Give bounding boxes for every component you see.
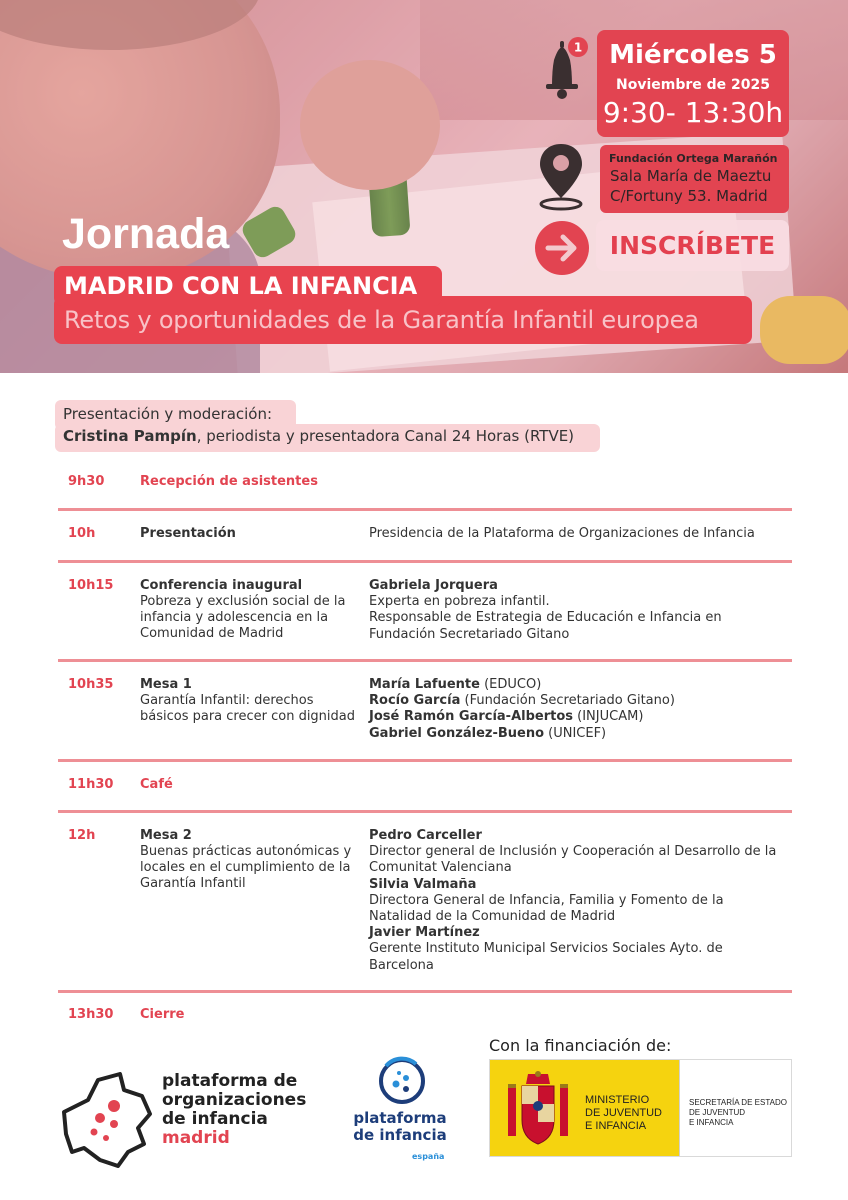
register-button[interactable]: INSCRÍBETE [596,220,789,271]
moderator [63,427,574,445]
date-box [597,30,789,137]
speaker-info: Experta en pobreza infantil. [369,594,550,610]
schedule-time: 13h30 [68,1007,114,1022]
pdi-line: plataforma [353,1109,447,1127]
venue-box [600,145,789,213]
divider [58,990,792,993]
arrow-right-icon[interactable] [534,220,590,276]
divider [58,759,792,762]
date-month: Noviembre de 2025 [616,77,770,93]
poi-line: madrid [162,1128,230,1148]
panelist-name: Silvia Valmaña [369,876,477,892]
panelist-org: (INJUCAM) [573,709,644,725]
schedule-title: Presentación [140,526,236,541]
schedule-description: Buenas prácticas autonómicas y locales en el cumplimiento de la Garantía Infantil [140,844,352,892]
panelist [369,726,789,742]
plataforma-infancia-logo [372,1056,432,1106]
secretaria-name [689,1098,787,1128]
venue-address: C/Fortuny 53. Madrid [610,187,768,205]
panelist-name: María Lafuente [369,677,480,692]
event-title: MADRID CON LA INFANCIA [64,272,418,300]
speaker-name: Gabriela Jorquera [369,578,498,593]
panelist-role: Directora General de Infancia, Familia y Fomento de la Natalidad de la Comunidad de Madrid [369,892,724,925]
panelist-name: Pedro Carceller [369,828,482,843]
speaker-info: Responsable de Estrategia de Educación e Infancia en Fundación Secretariado Gitano [369,610,722,642]
ministry-logo [489,1059,792,1157]
panelist-name: Javier Martínez [369,925,480,941]
ministry-line: MINISTERIO [585,1094,650,1106]
panelist [369,677,789,693]
schedule-title: Conferencia inaugural [140,578,303,593]
schedule-time: 11h30 [68,777,114,792]
schedule-title: Cierre [140,1007,185,1022]
poi-line: plataforma de [162,1071,298,1091]
panelist [369,693,789,709]
venue-org: Fundación Ortega Marañón [609,152,778,165]
event-subtitle: Retos y oportunidades de la Garantía Infantil europea [64,306,699,334]
date-time: 9:30- 13:30h [602,96,784,129]
ministry-line: DE JUVENTUD [585,1107,663,1119]
financing-label: Con la financiación de: [489,1036,672,1055]
schedule-speaker: Presidencia de la Plataforma de Organizaciones de Infancia [369,526,755,541]
pdi-country: españa [412,1152,445,1161]
date-day: Miércoles 5 [609,40,777,70]
event-type: Jornada [62,210,230,258]
coat-of-arms-icon [506,1070,570,1150]
poi-line: organizaciones [162,1090,307,1110]
divider [58,659,792,662]
ministry-divider [679,1060,680,1156]
schedule-description: Garantía Infantil: derechos básicos para crecer con dignidad [140,693,356,725]
panelist-name: Gabriel González-Bueno [369,725,545,741]
pdi-line: de infancia [353,1126,447,1144]
schedule-time: 10h15 [68,578,114,593]
ministry-name [585,1094,662,1133]
moderator-name: Cristina Pampín [63,427,197,445]
divider [58,508,792,511]
panelist-role: Gerente Instituto Municipal Servicios Sociales Ayto. de Barcelona [369,941,723,973]
poi-madrid-logo-text [162,1072,306,1148]
schedule-description: Pobreza y exclusión social de la infancia y adolescencia en la Comunidad de Madrid [140,594,346,642]
plataforma-infancia-text [340,1110,460,1144]
schedule-time: 10h35 [68,677,114,692]
schedule-title: Recepción de asistentes [140,474,318,489]
moderation-label: Presentación y moderación: [63,405,273,423]
moderator-role: , periodista y presentadora Canal 24 Horas (RTVE) [196,427,575,445]
secretaria-line: DE JUVENTUD [689,1108,746,1117]
schedule-time: 12h [68,828,96,843]
schedule-time: 10h [68,526,96,541]
poi-line: de infancia [162,1109,268,1129]
event-header [0,0,848,373]
ministry-line: E INFANCIA [585,1120,647,1132]
panelist-org: (Fundación Secretariado Gitano) [460,693,675,709]
secretaria-line: E INFANCIA [689,1118,734,1127]
divider [58,560,792,563]
panelist [369,709,789,725]
venue-room: Sala María de Maeztu [610,167,772,185]
notification-count: 1 [573,40,583,55]
divider [58,810,792,813]
schedule-title: Mesa 1 [140,677,192,692]
schedule-time: 9h30 [68,474,105,489]
bell-icon [532,34,590,100]
panelist-org: (EDUCO) [479,677,542,692]
panelist-name: José Ramón García-Albertos [369,709,574,725]
schedule-title: Café [140,777,173,792]
panelist-name: Rocío García [369,693,461,709]
schedule-title: Mesa 2 [140,828,192,843]
location-pin-icon [536,140,586,212]
panelist-role: Director general de Inclusión y Cooperación al Desarrollo de la Comunitat Valenciana [369,844,777,876]
madrid-map-logo [58,1072,156,1168]
secretaria-line: SECRETARÍA DE ESTADO [689,1098,787,1107]
panelist-org: (UNICEF) [544,725,607,741]
